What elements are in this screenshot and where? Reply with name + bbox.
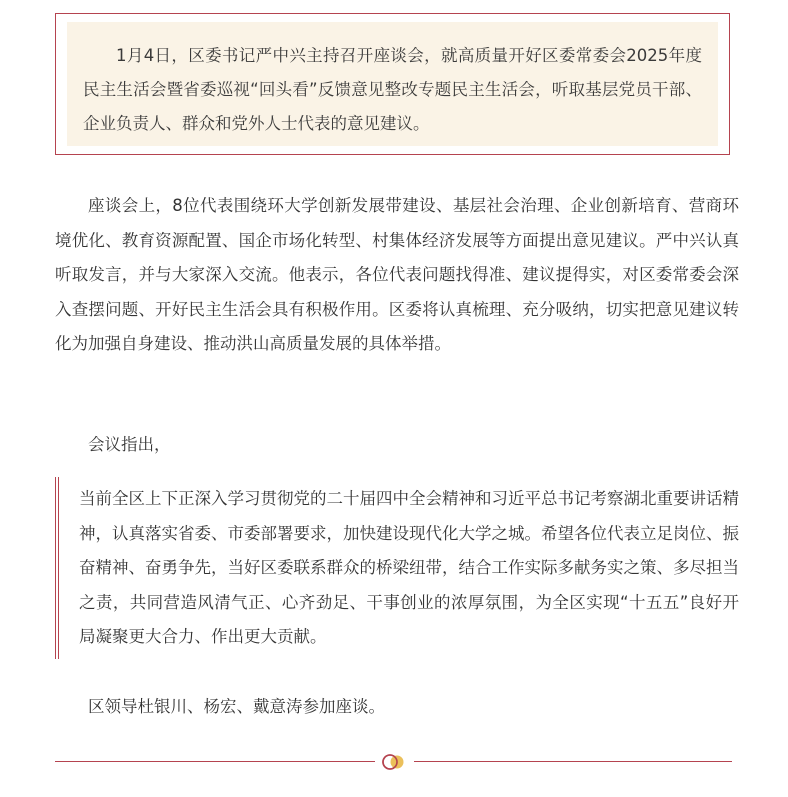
divider-line-left (55, 761, 375, 762)
double-circle-ornament-icon (378, 753, 410, 771)
divider-line-right (414, 761, 732, 762)
lead-summary-background (67, 22, 718, 146)
lead-summary-box (55, 13, 730, 155)
article-quote-text: 当前全区上下正深入学习贯彻党的二十届四中全会精神和习近平总书记考察湖北重要讲话精神，认真落实省委、市委部署要求，加快建设现代化大学之城。希望各位代表立足岗位、振奋精神、奋勇争先，当好区委联系群众的桥梁纽带，结合工作实际多献务实之策、多尽担当之责，共同营造风清气正、心齐劲足、干事创业的浓厚氛围，为全区实现“十五五”良好开局凝聚更大合力、作出更大贡献。 (79, 489, 739, 646)
article-paragraph-attendees: 区领导杜银川、杨宏、戴意涛参加座谈。 (88, 697, 385, 716)
article-paragraph-symposium: 座谈会上，8位代表围绕环大学创新发展带建设、基层社会治理、企业创新培育、营商环境优化、教育资源配置、国企市场化转型、村集体经济发展等方面提出意见建议。严中兴认真听取发言，并与大家深入交流。他表示，各位代表问题找得准、建议提得实，对区委常委会深入查摆问题、开好民主生活会具有积极作用。区委将认真梳理、充分吸纳，切实把意见建议转化为加强自身建设、推动洪山高质量发展的具体举措。 (55, 196, 739, 353)
article-paragraph-meeting-noted: 会议指出， (88, 435, 171, 454)
lead-summary-text: 1月4日，区委书记严中兴主持召开座谈会，就高质量开好区委常委会2025年度民主生活会暨省委巡视“回头看”反馈意见整改专题民主生活会，听取基层党员干部、企业负责人、群众和党外人士代表的意见建议。 (83, 46, 702, 133)
article-quote-block (55, 477, 739, 659)
article-end-divider (55, 753, 732, 771)
